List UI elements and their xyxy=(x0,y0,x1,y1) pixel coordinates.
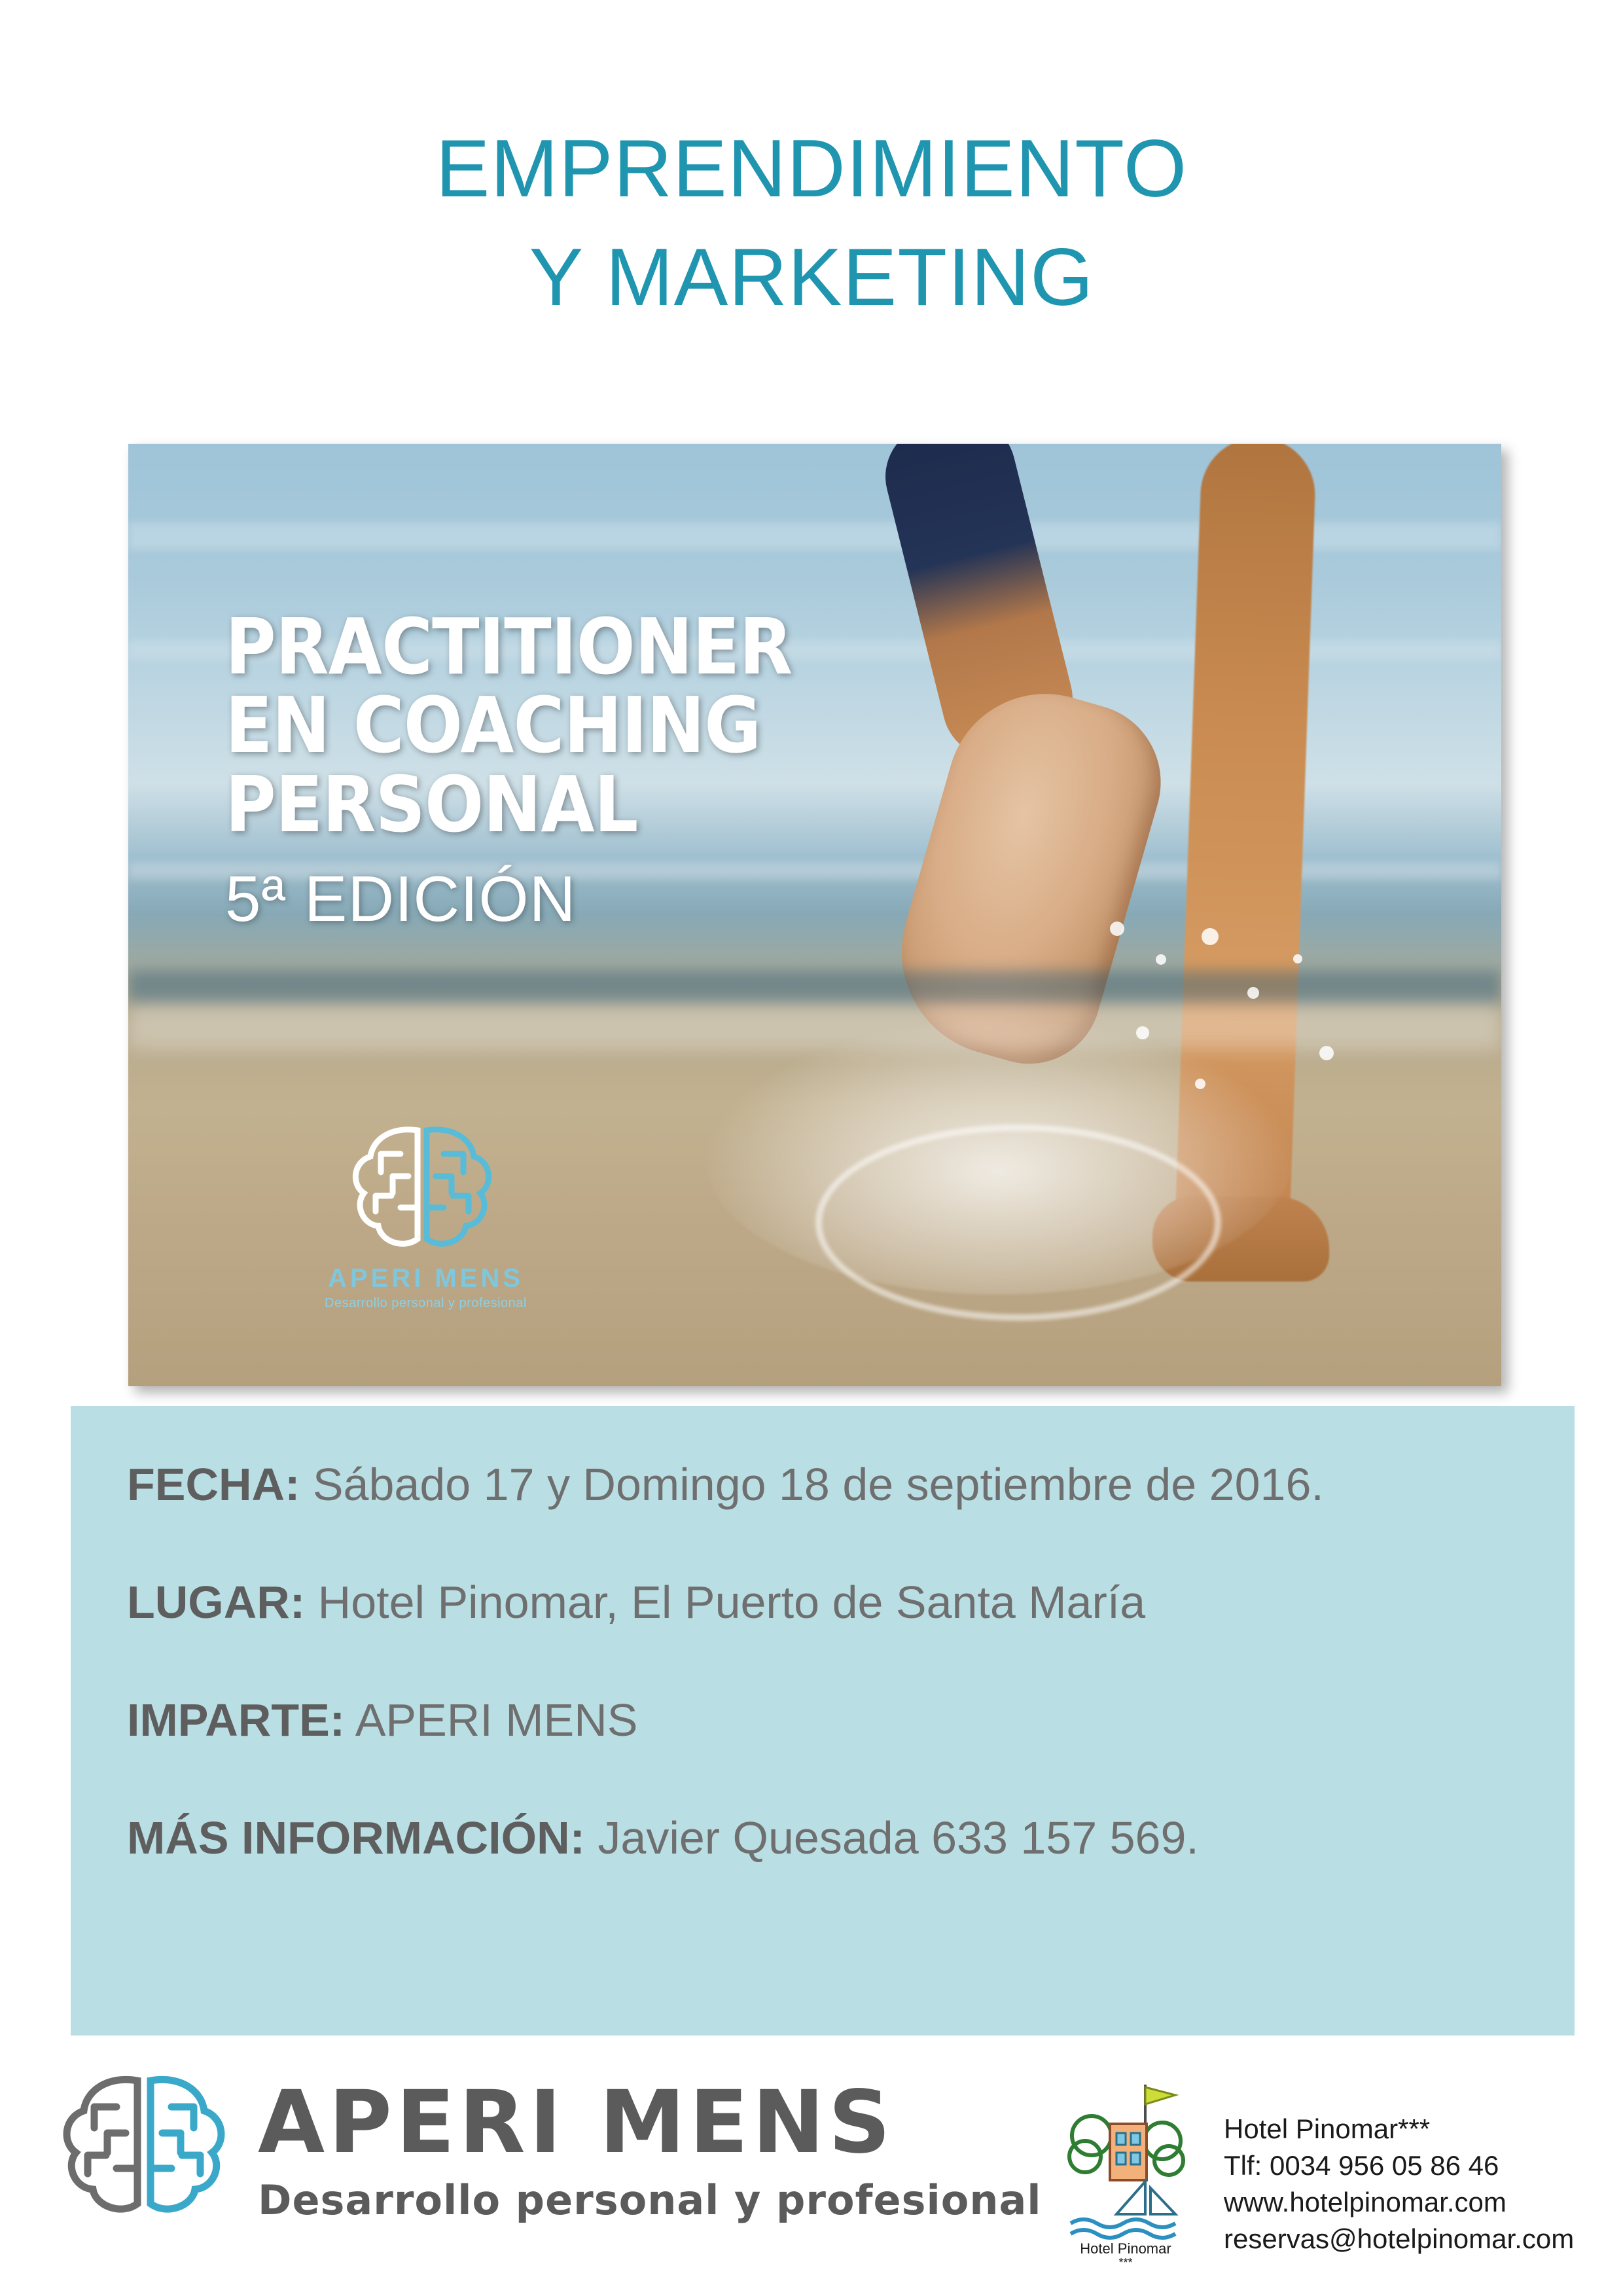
page-title xyxy=(0,115,1623,332)
hero-logo-tagline: Desarrollo personal y profesional xyxy=(325,1296,527,1310)
water-droplets xyxy=(1097,915,1372,1111)
svg-text:***: *** xyxy=(1118,2256,1133,2269)
detail-row-imparte xyxy=(127,1693,1518,1748)
brain-icon xyxy=(340,1116,510,1260)
hero-headline-line-3: PERSONAL xyxy=(225,759,638,850)
brand-tagline: Desarrollo personal y profesional xyxy=(258,2176,1042,2224)
hotel-pinomar-logo-icon xyxy=(1047,2073,1204,2269)
hero-headline-block xyxy=(225,601,855,936)
hero-photo xyxy=(128,444,1501,1386)
brain-icon xyxy=(46,2065,242,2229)
detail-row-mas-informacion xyxy=(127,1810,1518,1865)
hero-brand-logo xyxy=(325,1116,527,1311)
hero-headline-line-1: PRACTITIONER xyxy=(225,601,793,692)
hero-logo-name: APERI MENS xyxy=(327,1264,524,1293)
hero-headline xyxy=(225,601,793,850)
svg-text:Hotel Pinomar: Hotel Pinomar xyxy=(1080,2240,1171,2257)
detail-value-lugar: Hotel Pinomar, El Puerto de Santa María xyxy=(305,1577,1146,1628)
hotel-name: Hotel Pinomar*** xyxy=(1224,2113,1431,2144)
hero-headline-line-2: EN COACHING xyxy=(225,680,761,771)
hotel-contact-info xyxy=(1224,2073,1574,2257)
hotel-sponsor-block xyxy=(1047,2073,1574,2269)
footer xyxy=(0,2058,1623,2296)
event-details-panel xyxy=(71,1406,1575,2036)
detail-row-lugar xyxy=(127,1575,1518,1630)
detail-label-fecha: FECHA: xyxy=(127,1459,300,1510)
detail-value-fecha: Sábado 17 y Domingo 18 de septiembre de 2016. xyxy=(300,1459,1324,1510)
hotel-email[interactable]: reservas@hotelpinomar.com xyxy=(1224,2223,1575,2254)
hero-edition: 5ª EDICIÓN xyxy=(225,863,577,935)
hotel-website[interactable]: www.hotelpinomar.com xyxy=(1224,2186,1507,2217)
detail-label-imparte: IMPARTE: xyxy=(127,1695,346,1746)
detail-row-fecha xyxy=(127,1457,1518,1512)
brand-name: APERI MENS xyxy=(258,2072,895,2173)
aperi-mens-logo xyxy=(46,2065,1042,2229)
detail-label-lugar: LUGAR: xyxy=(127,1577,306,1628)
detail-label-mas-informacion: MÁS INFORMACIÓN: xyxy=(127,1812,585,1863)
brand-text-block xyxy=(258,2065,1042,2224)
title-line-2: Y MARKETING xyxy=(529,232,1094,323)
water-splash-ring xyxy=(815,1124,1221,1321)
detail-value-mas-informacion: Javier Quesada 633 157 569. xyxy=(584,1812,1199,1863)
hotel-phone: Tlf: 0034 956 05 86 46 xyxy=(1224,2149,1499,2181)
detail-value-imparte: APERI MENS xyxy=(345,1695,638,1746)
title-line-1: EMPRENDIMIENTO xyxy=(435,124,1188,214)
